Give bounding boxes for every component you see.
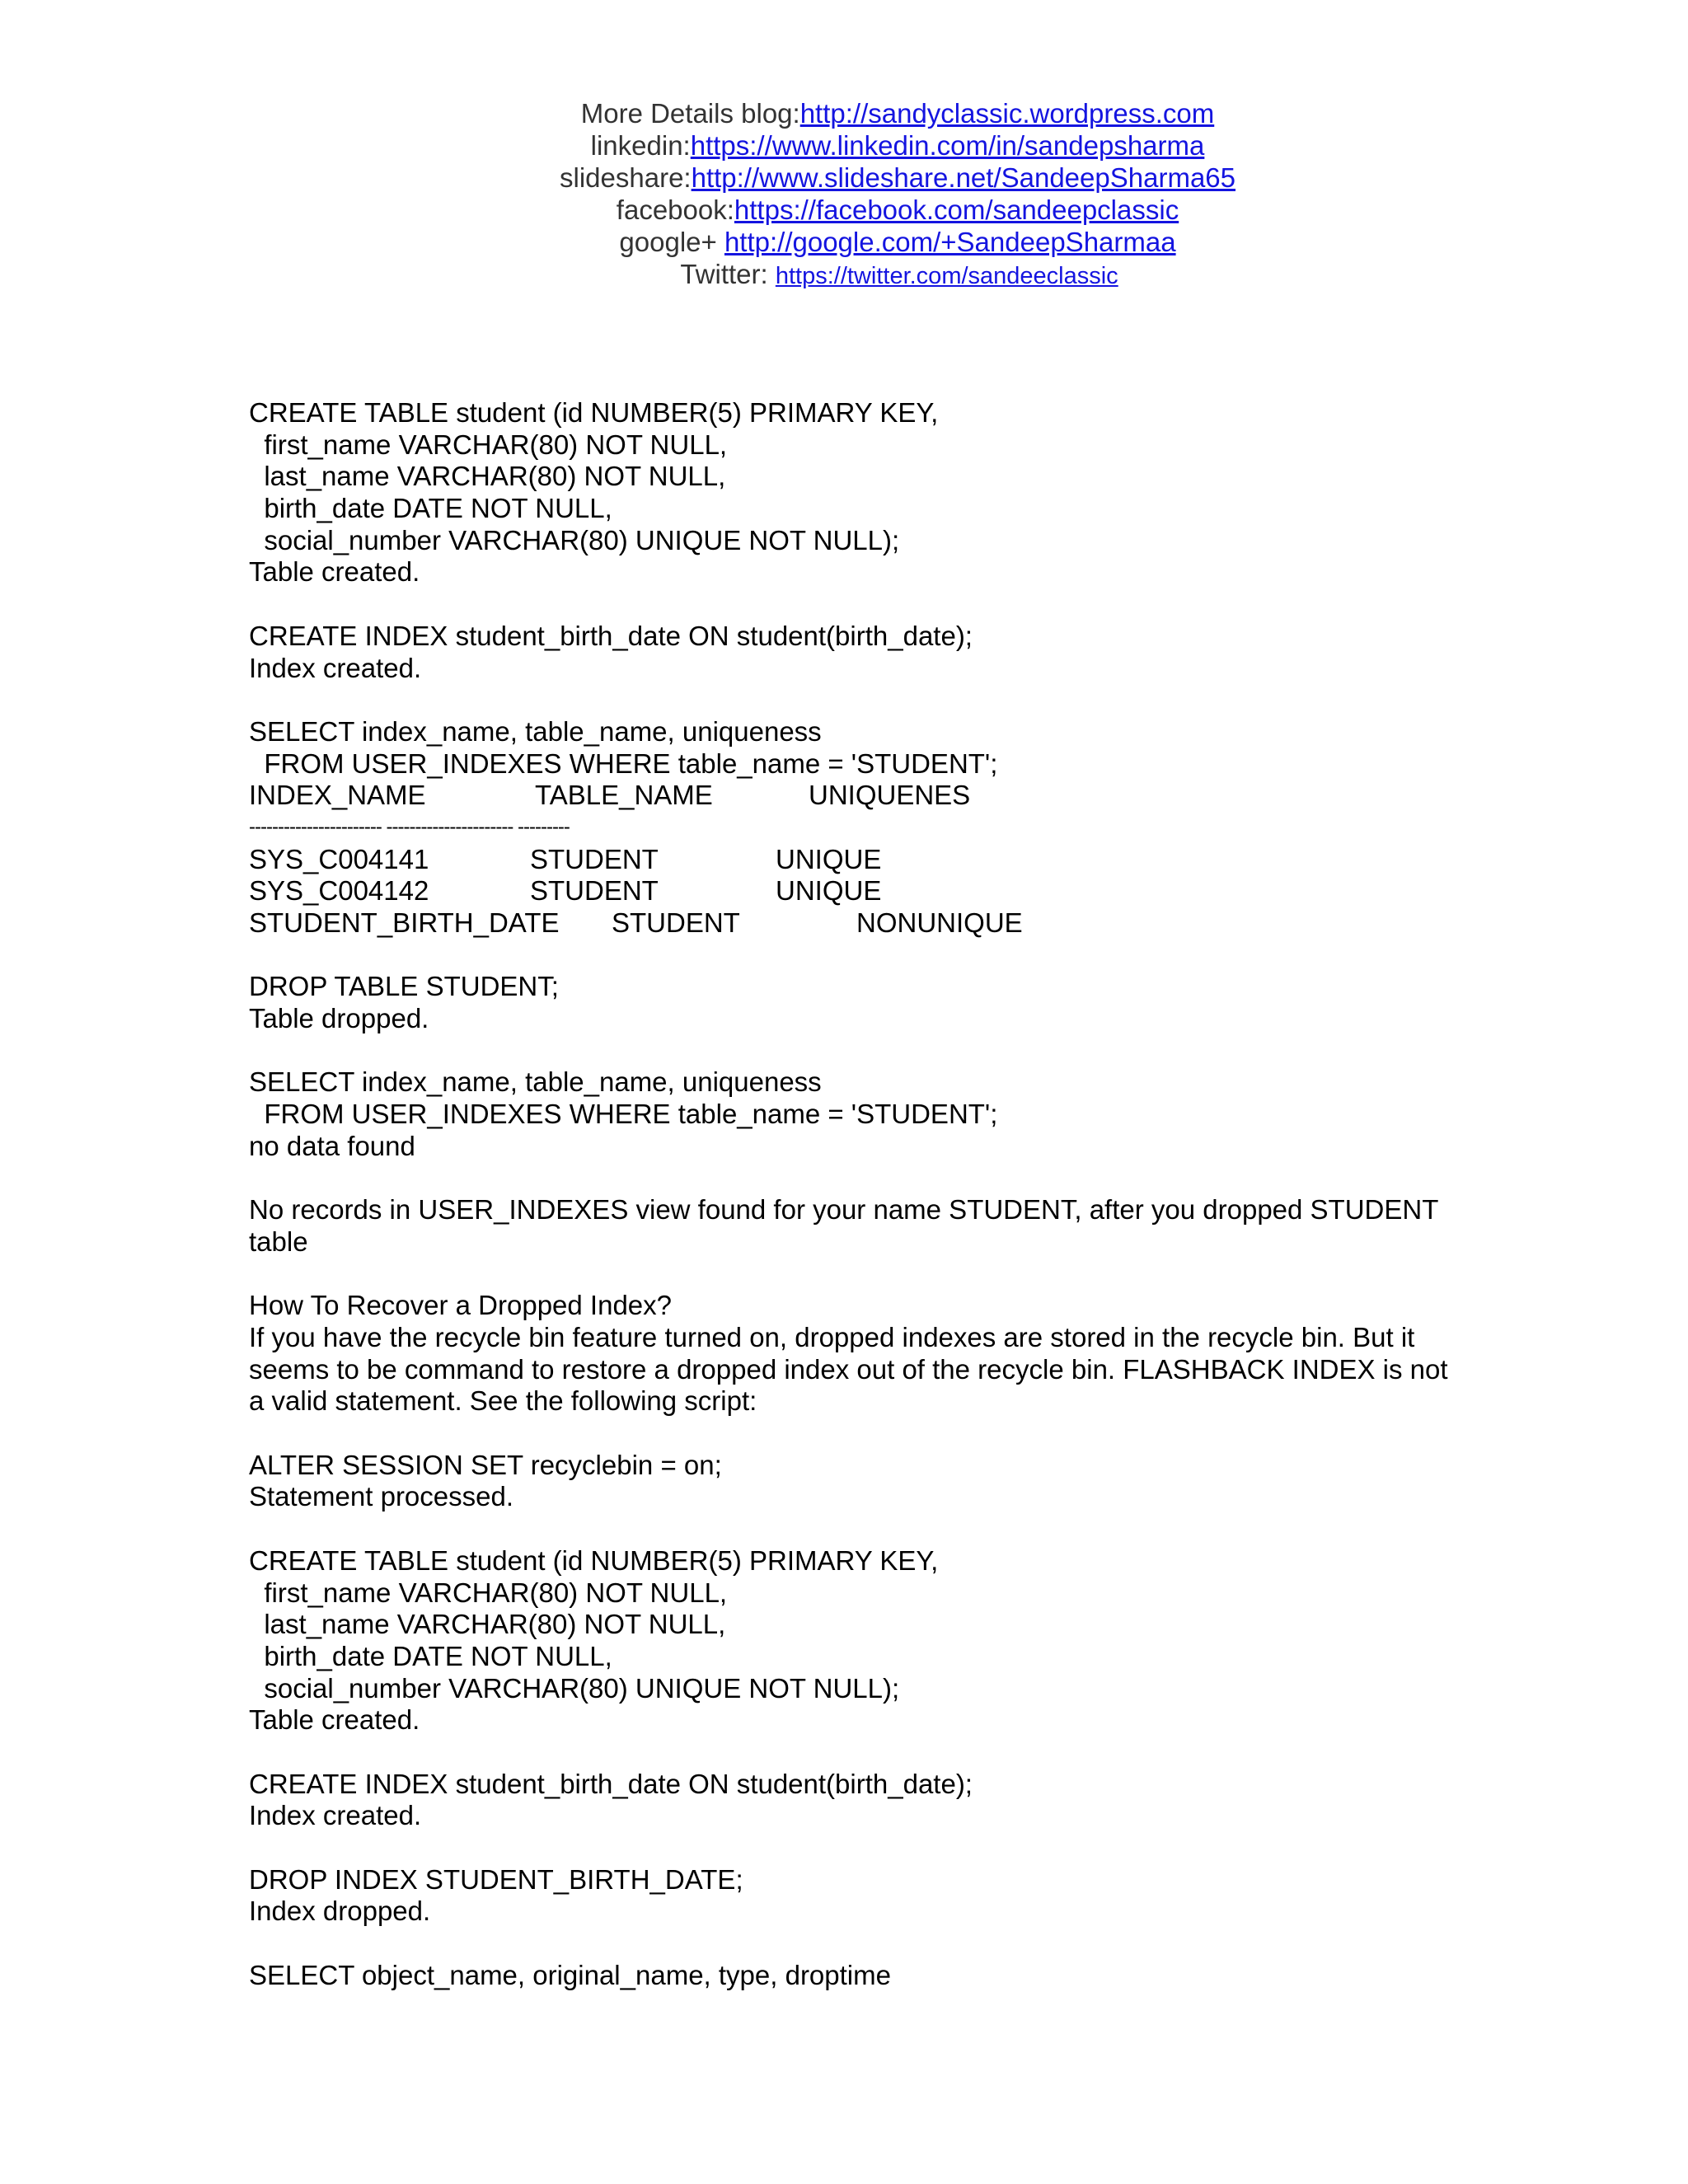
code-line: DROP TABLE STUDENT; (249, 971, 559, 1002)
twitter-link[interactable]: https://twitter.com/sandeeclassic (775, 263, 1118, 289)
cell-uniqueness: UNIQUE (776, 843, 882, 874)
google-link[interactable]: http://google.com/+SandeepSharmaa (724, 227, 1176, 257)
code-line: social_number VARCHAR(80) UNIQUE NOT NULL); (249, 524, 900, 555)
table-row (249, 875, 1535, 907)
output-line: Table dropped. (249, 1003, 429, 1034)
output-line: Index created. (249, 1800, 422, 1831)
cell-index-name: SYS_C004142 (249, 875, 429, 907)
table-row (249, 844, 1535, 876)
header-index-name: INDEX_NAME (249, 780, 426, 811)
code-line: social_number VARCHAR(80) UNIQUE NOT NULL); (249, 1672, 900, 1704)
result-separator: ----------------------- ---------------------- --------- (249, 815, 570, 838)
code-line: ALTER SESSION SET recyclebin = on; (249, 1449, 722, 1480)
linkedin-link[interactable]: https://www.linkedin.com/in/sandepsharma (690, 130, 1205, 161)
code-line: first_name VARCHAR(80) NOT NULL, (249, 429, 728, 460)
code-line: CREATE TABLE student (id NUMBER(5) PRIMARY KEY, (249, 397, 939, 428)
explanation-paragraph: No records in USER_INDEXES view found for your name STUDENT, after you dropped STUDENT table (249, 1194, 1438, 1257)
slideshare-label: slideshare: (560, 162, 692, 193)
cell-index-name: STUDENT_BIRTH_DATE (249, 907, 560, 938)
cell-index-name: SYS_C004141 (249, 843, 429, 874)
twitter-label: Twitter: (680, 259, 776, 289)
code-line: SELECT index_name, table_name, uniqueness (249, 715, 822, 747)
code-line: last_name VARCHAR(80) NOT NULL, (249, 461, 726, 492)
explanation-paragraph: If you have the recycle bin feature turned on, dropped indexes are stored in the recycle bin. But it seems to be command to restore a dropped index out of the recycle bin. FLASHBACK INDEX is not a valid statement. See the following script: (249, 1321, 1448, 1417)
output-line: Table created. (249, 1704, 420, 1736)
header-uniqueness: UNIQUENES (809, 780, 971, 811)
cell-table-name: STUDENT (612, 907, 740, 938)
cell-uniqueness: NONUNIQUE (856, 907, 1023, 938)
output-line: Index dropped. (249, 1896, 431, 1927)
output-line: no data found (249, 1130, 415, 1161)
header-table-name: TABLE_NAME (535, 780, 713, 811)
blog-line (0, 97, 1688, 129)
cell-table-name: STUDENT (530, 843, 659, 874)
slideshare-link[interactable]: http://www.slideshare.net/SandeepSharma65 (691, 162, 1236, 193)
output-line: Index created. (249, 652, 422, 683)
contact-links-header (0, 97, 1688, 293)
code-line: FROM USER_INDEXES WHERE table_name = 'STUDENT'; (249, 748, 998, 779)
facebook-link[interactable]: https://facebook.com/sandeepclassic (734, 194, 1179, 225)
facebook-label: facebook: (616, 194, 734, 225)
document-body (249, 397, 1535, 1991)
cell-table-name: STUDENT (530, 875, 659, 907)
code-line: last_name VARCHAR(80) NOT NULL, (249, 1609, 726, 1640)
code-line: FROM USER_INDEXES WHERE table_name = 'STUDENT'; (249, 1099, 998, 1130)
code-line: SELECT object_name, original_name, type, droptime (249, 1959, 891, 1990)
blog-link[interactable]: http://sandyclassic.wordpress.com (799, 98, 1215, 129)
code-line: SELECT index_name, table_name, uniqueness (249, 1066, 822, 1098)
code-line: DROP INDEX STUDENT_BIRTH_DATE; (249, 1863, 743, 1895)
cell-uniqueness: UNIQUE (776, 875, 882, 907)
slideshare-line (0, 162, 1688, 194)
code-line: CREATE TABLE student (id NUMBER(5) PRIMARY KEY, (249, 1544, 939, 1576)
facebook-line (0, 194, 1688, 226)
linkedin-line (0, 129, 1688, 162)
table-row (249, 907, 1535, 940)
code-line: first_name VARCHAR(80) NOT NULL, (249, 1577, 728, 1608)
code-line: CREATE INDEX student_birth_date ON student(birth_date); (249, 620, 973, 651)
code-line: CREATE INDEX student_birth_date ON student(birth_date); (249, 1768, 973, 1799)
twitter-line (0, 258, 1688, 293)
google-line (0, 226, 1688, 258)
output-line: Table created. (249, 556, 420, 588)
code-line: birth_date DATE NOT NULL, (249, 493, 612, 524)
code-line: birth_date DATE NOT NULL, (249, 1640, 612, 1671)
blog-label: More Details blog: (580, 98, 800, 129)
output-line: Statement processed. (249, 1481, 514, 1512)
google-label: google+ (619, 227, 724, 257)
linkedin-label: linkedin: (590, 130, 691, 161)
section-heading: How To Recover a Dropped Index? (249, 1290, 673, 1321)
result-header-row (249, 780, 1535, 812)
